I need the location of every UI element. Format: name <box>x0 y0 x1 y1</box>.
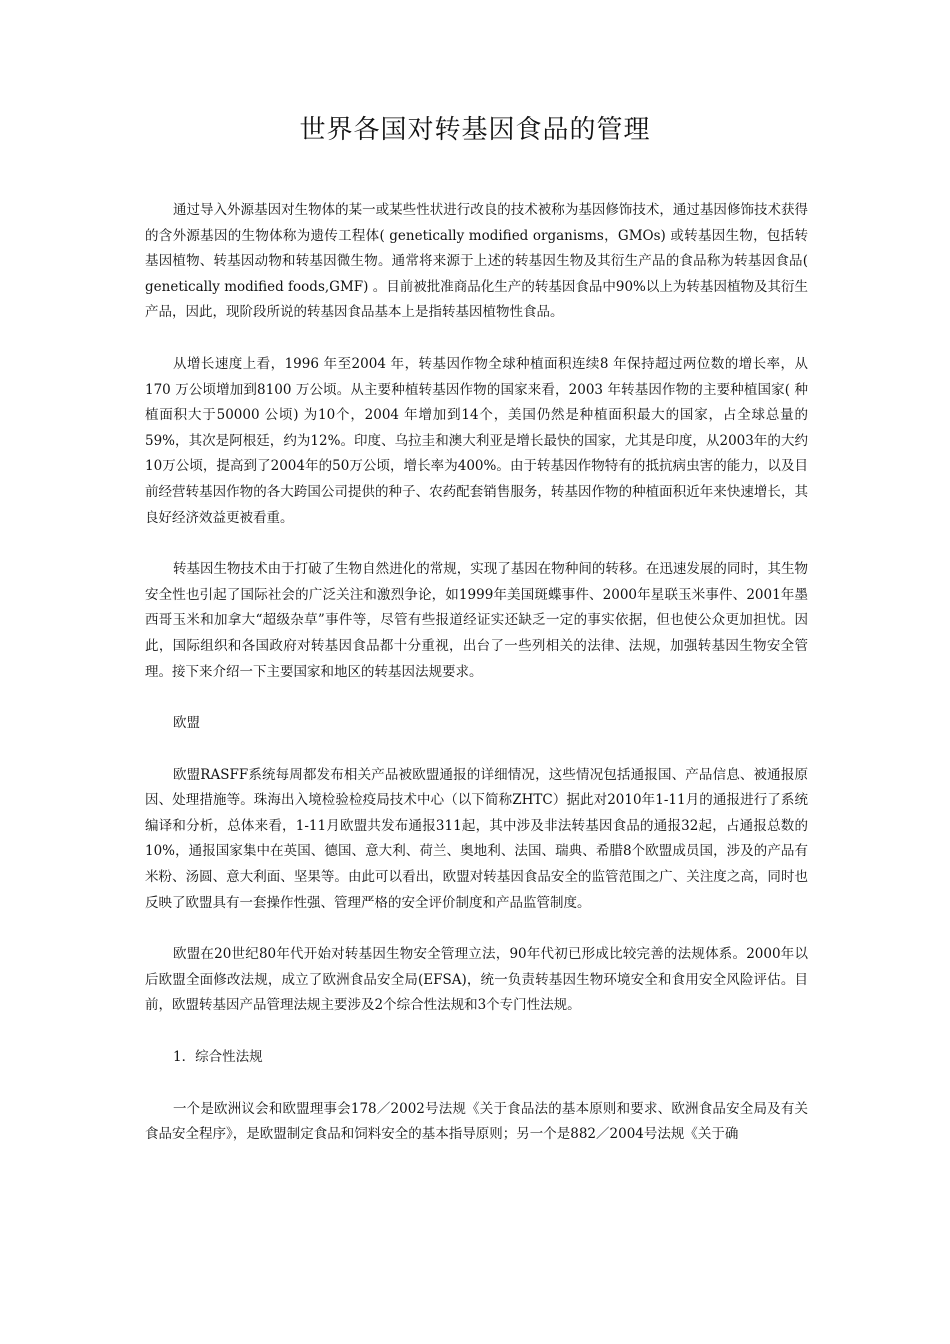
paragraph-intro: 通过导入外源基因对生物体的某一或某些性状进行改良的技术被称为基因修饰技术，通过基因修饰技术获得的含外源基因的生物体称为遗传工程体( genetically modified organisms，GMOs) 或转基因生物，包括转基因植物、转基因动物和转基因微生物。通常将来源于上述的转基因生物及其衍生产品的食品称为转基因食品( genetically modified foods,GMF) 。目前被批准商品化生产的转基因食品中90%以上为转基因植物及其衍生产品，因此，现阶段所说的转基因食品基本上是指转基因植物性食品。 <box>145 202 808 321</box>
paragraph-safety: 转基因生物技术由于打破了生物自然进化的常规，实现了基因在物种间的转移。在迅速发展的同时，其生物安全性也引起了国际社会的广泛关注和激烈争论，如1999年美国斑蝶事件、2000年星联玉米事件、2001年墨西哥玉米和加拿大“超级杂草”事件等，尽管有些报道经证实还缺乏一定的事实依据，但也使公众更加担忧。因此，国际组织和各国政府对转基因食品都十分重视，出台了一些列相关的法律、法规，加强转基因生物安全管理。接下来介绍一下主要国家和地区的转基因法规要求。 <box>145 561 808 680</box>
paragraph-growth: 从增长速度上看，1996 年至2004 年，转基因作物全球种植面积连续8 年保持超过两位数的增长率，从170 万公顷增加到8100 万公顷。从主要种植转基因作物的国家来看，2003 年转基因作物的主要种植国家( 种植面积大于50000 公顷) 为10个，2004 年增加到14个，美国仍然是种植面积最大的国家，占全球总量的59%，其次是阿根廷，约为12%。印度、乌拉圭和澳大利亚是增长最快的国家，尤其是印度，从2003年的大约10万公顷，提高到了2004年的50万公顷，增长率为400%。由于转基因作物特有的抵抗病虫害的能力，以及目前经营转基因作物的各大跨国公司提供的种子、农药配套销售服务，转基因作物的种植面积近年来快速增长，其良好经济效益更被看重。 <box>145 355 808 526</box>
document-title: 世界各国对转基因食品的管理 <box>299 115 651 145</box>
section-heading-eu: 欧盟 <box>173 715 200 732</box>
paragraph-eu-rasff: 欧盟RASFF系统每周都发布相关产品被欧盟通报的详细情况，这些情况包括通报国、产品信息、被通报原因、处理措施等。珠海出入境检验检疫局技术中心（以下简称ZHTC）据此对2010年1-11月的通报进行了系统编译和分析，总体来看，1-11月欧盟共发布通报311起，其中涉及非法转基因食品的通报32起，占通报总数的10%，通报国家集中在英国、德国、意大利、荷兰、奥地利、法国、瑞典、希腊8个欧盟成员国，涉及的产品有米粉、汤圆、意大利面、坚果等。由此可以看出，欧盟对转基因食品安全的监管范围之广、关注度之高，同时也反映了欧盟具有一套操作性强、管理严格的安全评价制度和产品监管制度。 <box>145 766 808 911</box>
paragraph-eu-legislation: 欧盟在20世纪80年代开始对转基因生物安全管理立法，90年代初已形成比较完善的法规体系。2000年以后欧盟全面修改法规，成立了欧洲食品安全局(EFSA)，统一负责转基因生物环境安全和食用安全风险评估。目前，欧盟转基因产品管理法规主要涉及2个综合性法规和3个专门性法规。 <box>145 946 808 1014</box>
subsection-heading-general-regulations: 1．综合性法规 <box>173 1049 263 1066</box>
paragraph-general-regulations: 一个是欧洲议会和欧盟理事会178／2002号法规《关于食品法的基本原则和要求、欧洲食品安全局及有关食品安全程序》，是欧盟制定食品和饲料安全的基本指导原则；另一个是882／2004号法规《关于确 <box>145 1100 808 1143</box>
document-body <box>145 198 808 1174</box>
